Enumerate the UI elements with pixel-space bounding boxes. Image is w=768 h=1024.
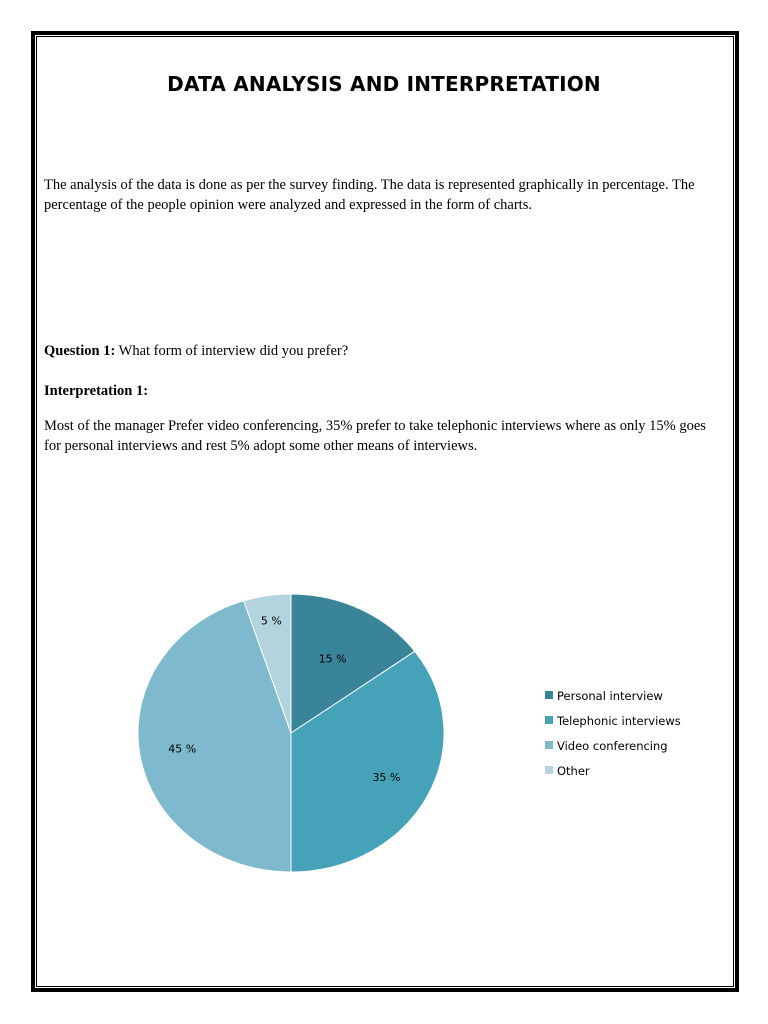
legend-swatch	[545, 741, 553, 749]
legend-swatch	[545, 716, 553, 724]
legend-label: Other	[557, 764, 590, 778]
pie-data-label: 5 %	[260, 614, 282, 628]
chart-legend	[545, 689, 681, 778]
pie-data-label: 45 %	[168, 742, 197, 756]
question-text: What form of interview did you prefer?	[115, 343, 349, 359]
interpretation-heading: Interpretation 1:	[44, 383, 149, 399]
intro-paragraph: The analysis of the data is done as per the survey finding. The data is represented graphically in percentage. The percentage of the people opinion were analyzed and expressed in the form of charts.	[44, 177, 695, 213]
legend-swatch	[545, 766, 553, 774]
interpretation-paragraph: Most of the manager Prefer video conferencing, 35% prefer to take telephonic interviews where as only 15% goes for personal interviews and rest 5% adopt some other means of interviews.	[44, 418, 706, 454]
legend-label: Video conferencing	[557, 739, 668, 753]
legend-swatch	[545, 691, 553, 699]
legend-label: Telephonic interviews	[557, 714, 681, 728]
legend-label: Personal interview	[557, 689, 663, 703]
question-label: Question 1:	[44, 343, 116, 359]
pie-slices	[138, 594, 444, 872]
page-title: DATA ANALYSIS AND INTERPRETATION	[167, 72, 601, 96]
pie-data-label: 35 %	[372, 771, 401, 785]
pie-data-label: 15 %	[318, 652, 347, 666]
